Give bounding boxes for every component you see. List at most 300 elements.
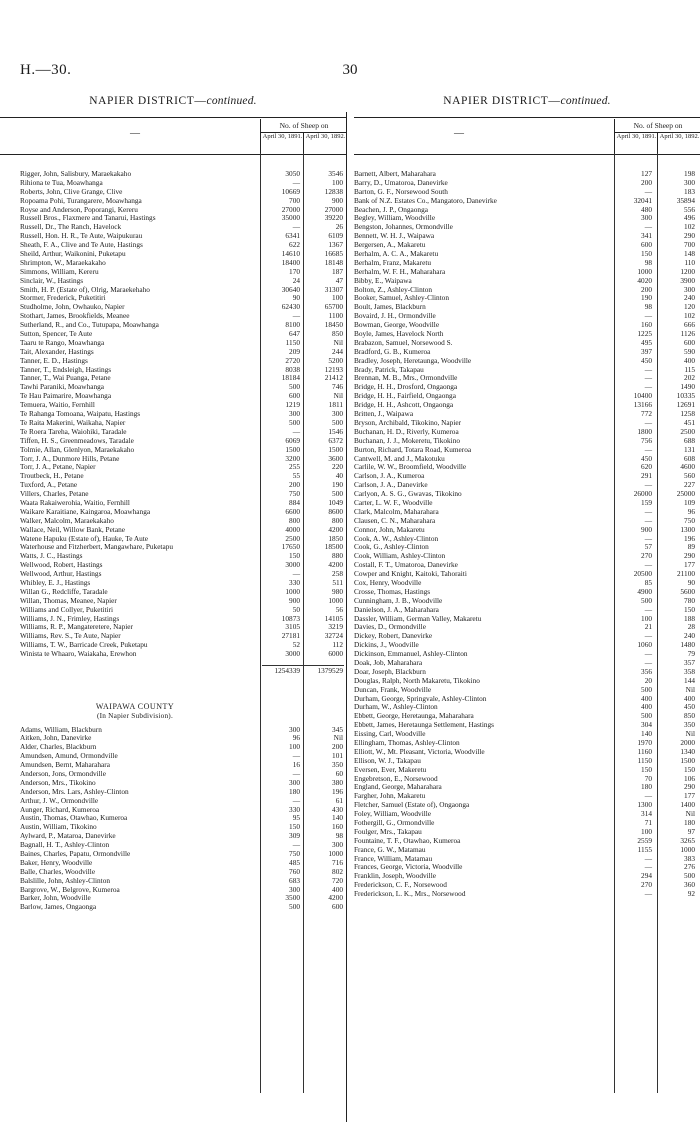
owner-name: Stothart, James, Brookfields, Meanee <box>20 312 130 321</box>
totals-row <box>20 667 346 676</box>
header-left: H.—30. <box>20 62 72 78</box>
sheep-1892: 115 <box>684 364 695 374</box>
owner-name: Bridge, H. H., Ashcott, Ongaonga <box>354 401 454 410</box>
sheep-1892: 4600 <box>680 462 695 472</box>
sheep-1892: 258 <box>332 569 343 579</box>
sheep-1892: 188 <box>684 613 695 623</box>
owner-name: Ellingham, Thomas, Ashley-Clinton <box>354 739 460 747</box>
sheep-1892: 183 <box>684 186 695 196</box>
sheep-1892: 716 <box>332 857 343 867</box>
sheep-1892: 1340 <box>680 746 695 756</box>
sheep-1892: 150 <box>684 604 695 614</box>
table-row <box>354 738 695 748</box>
owner-name: Stormer, Frederick, Puketitiri <box>20 294 106 303</box>
owner-name: Brady, Patrick, Takapau <box>354 365 424 374</box>
sheep-1891: 127 <box>641 169 652 178</box>
sheep-1891: 500 <box>289 382 300 392</box>
owner-name: Tait, Alexander, Hastings <box>20 347 94 356</box>
table-row <box>354 337 695 348</box>
sheep-1892: 16685 <box>324 249 343 259</box>
sheep-1891: — <box>644 889 652 899</box>
sheep-1892: 350 <box>684 720 695 730</box>
sheep-1891: — <box>644 186 652 196</box>
sheep-1892: 4200 <box>328 560 343 570</box>
table-row <box>354 471 695 481</box>
sheep-1892: 4200 <box>328 524 343 534</box>
sheep-1891: 760 <box>289 866 300 876</box>
sheep-1891: 3105 <box>285 622 300 632</box>
sheep-1891: 4900 <box>637 586 652 596</box>
owner-name: Bridge, H. H., Fairfield, Ongaonga <box>354 392 456 401</box>
sheep-1891: 750 <box>289 489 300 499</box>
sheep-1891: 32041 <box>633 195 652 205</box>
sheep-1892: 200 <box>332 742 343 752</box>
sheep-1891: 209 <box>289 346 300 356</box>
sheep-1892: 720 <box>332 875 343 885</box>
owner-name: Cook, G., Ashley-Clinton <box>354 543 429 552</box>
owner-name: Ebbett, George, Heretaunga, Maharahara <box>354 712 474 721</box>
table-row <box>354 177 695 188</box>
sheep-1892: 102 <box>684 311 695 321</box>
sheep-1891: 1160 <box>637 746 652 756</box>
table-row <box>354 675 695 686</box>
table-row <box>354 400 695 410</box>
table-row <box>354 773 695 784</box>
owner-name: Temuera, Waitio, Fernhill <box>20 401 95 410</box>
table-row <box>354 186 695 197</box>
owner-name: Tanner, T., Wai Puanga, Petane <box>20 374 111 383</box>
owner-name: Cunningham, J. B., Woodville <box>354 596 443 605</box>
owner-name: Watts, J. C., Hastings <box>20 552 83 561</box>
owner-name: Ellison, W. J., Takapau <box>354 756 421 765</box>
sheep-1891: 485 <box>289 857 300 867</box>
sheep-1892: Nil <box>333 337 343 347</box>
sheep-1892: 1049 <box>328 497 343 507</box>
owner-name: Willan G., Redcliffe, Taradale <box>20 587 108 596</box>
table-row <box>354 391 695 401</box>
sheep-1892: 1480 <box>680 640 695 650</box>
owner-name: Simmons, William, Kereru <box>20 267 99 276</box>
owner-name: Barton, G. F., Norsewood South <box>354 187 448 196</box>
owner-name: Bovaird, J. H., Ormondville <box>354 312 436 321</box>
sheep-1891: — <box>644 364 652 374</box>
sheep-1892: 6109 <box>328 231 343 241</box>
owner-name: Torr, J. A., Dunmore Hills, Petane <box>20 454 120 463</box>
left-totals <box>20 667 346 676</box>
sheep-1892: 500 <box>332 417 343 427</box>
owner-name: Tawhi Paraniki, Moawhanga <box>20 383 104 392</box>
sheep-1892: 500 <box>332 489 343 499</box>
owner-name: Amundsen, Bernt, Maharahara <box>20 761 110 770</box>
sheep-1892: 1000 <box>680 844 695 854</box>
sheep-1891: 1500 <box>285 444 300 454</box>
sheep-1892: 802 <box>332 866 343 876</box>
sheep-1892: 688 <box>684 435 695 445</box>
sheep-1891: 14610 <box>281 249 300 259</box>
sheep-1892: 100 <box>332 293 343 303</box>
sheep-1892: 92 <box>687 889 695 899</box>
owner-name: Sinclair, W., Hastings <box>20 276 84 285</box>
owner-name: Connor, John, Makaretu <box>354 525 425 534</box>
sheep-1892: 177 <box>684 791 695 801</box>
table-row <box>354 649 695 659</box>
sheep-1891: 1150 <box>637 755 652 765</box>
right-header-group: No. of Sheep on <box>614 119 700 133</box>
owner-name: Russell, Hon. H. R., Te Aute, Waipukurau <box>20 232 143 241</box>
sheep-1891: 27181 <box>281 631 300 641</box>
sheep-1892: 300 <box>684 284 695 294</box>
sheep-1891: 24 <box>292 275 300 285</box>
owner-name: Berhalm, A. C. A., Makaretu <box>354 250 439 259</box>
sheep-1891: 2720 <box>285 355 300 365</box>
sheep-1892: 98 <box>335 831 343 841</box>
owner-name: Tolmie, Allan, Glenlyon, Maraekakaho <box>20 445 135 454</box>
owner-name: Dassler, William, German Valley, Makaretu <box>354 614 482 623</box>
sheep-1892: 380 <box>332 777 343 787</box>
table-row <box>354 604 695 615</box>
sheep-1891: 1060 <box>637 640 652 650</box>
table-row <box>354 800 695 810</box>
sheep-1892: 1490 <box>680 382 695 392</box>
sheep-1891: — <box>644 533 652 543</box>
table-row <box>354 444 695 455</box>
owner-name: Torr, J. A., Petane, Napier <box>20 463 96 472</box>
sheep-1892: 190 <box>332 480 343 490</box>
sheep-1891: 4020 <box>637 275 652 285</box>
sheep-1892: 400 <box>684 355 695 365</box>
sheep-1892: 202 <box>684 373 695 383</box>
owner-name: Boyle, James, Havelock North <box>354 330 444 339</box>
owner-name: Cowper and Knight, Kaitoki, Tahoraiti <box>354 570 467 579</box>
sheep-1891: 600 <box>641 240 652 250</box>
sheep-1891: 2559 <box>637 835 652 845</box>
sheep-1891: 100 <box>289 742 300 752</box>
sheep-1891: — <box>644 373 652 383</box>
sheep-1892: 227 <box>684 480 695 490</box>
table-row <box>354 586 695 597</box>
sheep-1892: 980 <box>332 586 343 596</box>
sheep-1892: 1126 <box>680 329 695 339</box>
sheep-1892: 850 <box>332 329 343 339</box>
sheep-1892: 160 <box>332 822 343 832</box>
sheep-1892: 1258 <box>680 409 695 419</box>
table-row <box>354 640 695 650</box>
sheep-1891: 6600 <box>285 506 300 516</box>
sheep-1891: 55 <box>292 471 300 481</box>
owner-name: Dickey, Robert, Danevirke <box>354 632 433 641</box>
owner-name: Williams, J. N., Frimley, Hastings <box>20 614 120 623</box>
table-row <box>354 862 695 872</box>
table-row <box>354 853 695 864</box>
sheep-1891: 18400 <box>281 257 300 267</box>
sheep-1892: 12193 <box>324 364 343 374</box>
sheep-1891: 309 <box>289 831 300 841</box>
sheep-1892: 187 <box>332 266 343 276</box>
sheep-1891: 450 <box>641 453 652 463</box>
sheep-1892: 780 <box>684 595 695 605</box>
county-title: WAIPAWA COUNTY <box>95 701 175 711</box>
owner-name: Bengston, Johannes, Ormondville <box>354 223 453 232</box>
table-row <box>354 524 695 535</box>
owner-name: Russell Bros., Flaxmere and Tanarui, Hastings <box>20 214 156 223</box>
owner-name: Barnett, Albert, Maharahara <box>354 170 436 178</box>
table-row <box>354 489 695 499</box>
sheep-1892: 880 <box>332 551 343 561</box>
table-row <box>354 889 695 899</box>
owner-name: Te Rahanga Tomoana, Waipatu, Hastings <box>20 410 141 419</box>
sheep-1892: 345 <box>332 724 343 734</box>
sheep-1891: — <box>292 751 300 761</box>
sheep-1892: 800 <box>332 515 343 525</box>
owner-name: Williams, R. P., Mangateretere, Napier <box>20 623 133 632</box>
sheep-1892: 112 <box>332 640 343 650</box>
sheep-1892: 5200 <box>328 355 343 365</box>
sheep-1891: 3000 <box>285 560 300 570</box>
sheep-1891: 26000 <box>633 489 652 499</box>
left-column-header <box>0 117 346 155</box>
owner-name: Crosse, Thomas, Hastings <box>354 587 431 596</box>
sheep-1891: — <box>292 768 300 778</box>
sheep-1891: 150 <box>289 551 300 561</box>
left-header-year2: April 30, 1892. <box>303 132 347 154</box>
table-row <box>354 222 695 232</box>
sheep-1892: 244 <box>332 346 343 356</box>
left-rows-2 <box>20 726 346 913</box>
sheep-1892: 6000 <box>328 649 343 659</box>
sheep-1891: 96 <box>292 733 300 743</box>
table-row <box>20 903 346 912</box>
sheep-1892: 1367 <box>328 240 343 250</box>
sheep-1892: 2000 <box>680 738 695 747</box>
sheep-1892: 1500 <box>328 444 343 454</box>
owner-name: Anderson, Mrs. Lars, Ashley-Clinton <box>20 787 129 796</box>
sheep-1892: 196 <box>332 786 343 796</box>
sheep-1892: 40 <box>335 471 343 481</box>
sheep-1891: 200 <box>289 480 300 490</box>
owner-name: Bowman, George, Woodville <box>354 321 440 330</box>
owner-name: Beachen, J. P., Ongaonga <box>354 205 428 214</box>
owner-name: Berhalm, W. F. H., Maharahara <box>354 267 446 276</box>
owner-name: Bradley, Joseph, Heretaunga, Woodville <box>354 356 472 365</box>
table-row <box>354 844 695 855</box>
sheep-1892: 196 <box>684 533 695 543</box>
column-divider <box>346 112 347 1122</box>
sheep-1891: 400 <box>641 702 652 712</box>
sheep-1892: 600 <box>332 902 343 912</box>
table-row <box>354 169 695 179</box>
table-row <box>354 204 695 215</box>
sheep-1891: 3200 <box>285 453 300 463</box>
sheep-1891: 300 <box>289 777 300 787</box>
sheep-1892: 1000 <box>328 595 343 605</box>
owner-name: Baines, Charles, Papatu, Ormondville <box>20 849 131 858</box>
sheep-1891: — <box>644 791 652 801</box>
sheep-1891: 6341 <box>285 231 300 241</box>
sheep-1892: 79 <box>687 649 695 659</box>
owner-name: Carter, L. W. F., Woodville <box>354 498 433 507</box>
sheep-1892: 89 <box>687 542 695 552</box>
table-row <box>354 462 695 472</box>
owner-name: France, William, Matamau <box>354 854 433 863</box>
sheep-1891: 500 <box>289 417 300 427</box>
table-row <box>354 720 695 730</box>
owner-name: Carlson, J. A., Kumeroa <box>354 472 425 481</box>
sheep-1892: 290 <box>684 782 695 792</box>
owner-name: Ropoama Pohi, Turangarere, Moawhanga <box>20 196 142 205</box>
sheep-1891: 772 <box>641 409 652 419</box>
table-row <box>354 480 695 490</box>
owner-name: Carlson, J. A., Danevirke <box>354 481 428 490</box>
sheep-1892: 300 <box>332 840 343 850</box>
sheep-1892: 1400 <box>680 800 695 810</box>
sheep-1891: 57 <box>644 542 652 552</box>
sheep-1892: 357 <box>684 657 695 667</box>
sheep-1891: 647 <box>289 329 300 339</box>
table-row <box>354 755 695 766</box>
owner-name: Sutton, Spencer, Te Aute <box>20 330 93 339</box>
table-row <box>354 746 695 757</box>
right-section-title: NAPIER DISTRICT—continued. <box>443 95 611 107</box>
sheep-1891: 356 <box>641 666 652 676</box>
sheep-1892: 3265 <box>680 835 695 845</box>
owner-name: Anderson, Mrs., Tikokino <box>20 778 96 787</box>
owner-name: Barker, John, Woodville <box>20 894 91 903</box>
owner-name: Alder, Charles, Blackburn <box>20 743 97 752</box>
sheep-1892: 290 <box>684 231 695 241</box>
sheep-1892: 240 <box>684 293 695 303</box>
owner-name: Rigger, John, Salisbury, Maraekakaho <box>20 170 132 178</box>
owner-name: Begley, William, Woodville <box>354 214 436 223</box>
table-row <box>354 284 695 295</box>
sheep-1891: — <box>644 560 652 570</box>
owner-name: Franklin, Joseph, Woodville <box>354 872 436 881</box>
owner-name: Villers, Charles, Petane <box>20 490 89 499</box>
owner-name: Eissing, Carl, Woodville <box>354 730 426 739</box>
owner-name: Berhalm, Franz, Makaretu <box>354 258 431 267</box>
owner-name: Balslille, John, Ashley-Clinton <box>20 876 110 885</box>
owner-name: Foulger, Mrs., Takapau <box>354 827 422 836</box>
sheep-1891: — <box>644 649 652 659</box>
sheep-1891: 150 <box>641 249 652 259</box>
table-row <box>354 257 695 268</box>
sheep-1892: 102 <box>684 222 695 232</box>
sheep-1891: 70 <box>644 773 652 783</box>
sheep-1891: 20500 <box>633 569 652 579</box>
table-row <box>354 293 695 303</box>
sheep-1892: 358 <box>684 666 695 676</box>
sheep-1891: 3000 <box>285 649 300 659</box>
owner-name: Frederickson, L. K., Mrs., Norsewood <box>354 890 466 899</box>
sheep-1891: 8100 <box>285 320 300 330</box>
owner-name: Frances, George, Victoria, Woodville <box>354 863 463 872</box>
sheep-1892: 109 <box>684 497 695 507</box>
table-row <box>354 311 695 321</box>
owner-name: Waikare Karaitiane, Kaingaroa, Moawhanga <box>20 507 151 516</box>
sheep-1891: 18184 <box>281 373 300 383</box>
sheep-1891: 683 <box>289 875 300 885</box>
sheep-1891: 500 <box>641 684 652 694</box>
table-row <box>354 275 695 286</box>
table-row <box>354 213 695 223</box>
sheep-1891: 71 <box>644 818 652 828</box>
sheep-1892: 1500 <box>680 755 695 765</box>
sheep-1892: 14105 <box>324 613 343 623</box>
sheep-1892: 300 <box>332 409 343 419</box>
sheep-1892: 90 <box>687 577 695 587</box>
owner-name: Te Hau Paimarire, Moawhanga <box>20 392 112 401</box>
owner-name: Tanner, T., Endsleigh, Hastings <box>20 365 112 374</box>
owner-name: Durham, George, Springvale, Ashley-Clinton <box>354 694 487 703</box>
county-subtitle: (In Napier Subdivision). <box>97 710 173 720</box>
table-row <box>354 409 695 419</box>
sheep-1892: 1811 <box>328 400 343 410</box>
sheep-1892: 4200 <box>328 893 343 903</box>
owner-name: Balle, Charles, Woodville <box>20 867 96 876</box>
sheep-1892: 451 <box>684 417 695 427</box>
table-row <box>354 195 695 206</box>
left-rows <box>20 170 346 659</box>
sheep-1892: 1000 <box>328 848 343 858</box>
owner-name: Adams, William, Blackburn <box>20 725 102 734</box>
sheep-1891: — <box>292 840 300 850</box>
sheep-1892: 400 <box>332 884 343 894</box>
sheep-1891: 495 <box>641 337 652 347</box>
sheep-1891: 140 <box>641 729 652 739</box>
sheep-1892: 25000 <box>676 489 695 499</box>
page-number: 30 <box>342 62 358 78</box>
table-row <box>354 542 695 552</box>
sheep-1891: 10669 <box>281 186 300 196</box>
sheep-1891: 1300 <box>637 800 652 810</box>
sheep-1892: 608 <box>684 453 695 463</box>
sheep-1891: 95 <box>292 813 300 823</box>
owner-name: Aunger, Richard, Kumeroa <box>20 805 100 814</box>
sheep-1892: Nil <box>685 809 695 819</box>
sheep-1892: 240 <box>684 631 695 641</box>
table-row <box>354 684 695 695</box>
table-row <box>354 711 695 721</box>
owner-name: Walker, Malcolm, Maraekakaho <box>20 516 114 525</box>
table-row <box>354 240 695 250</box>
table-row <box>354 826 695 837</box>
owner-name: Wellwood, Arthur, Hastings <box>20 570 102 579</box>
sheep-1891: 90 <box>292 293 300 303</box>
table-row <box>354 871 695 881</box>
owner-name: Austin, Thomas, Otawhao, Kumeroa <box>20 814 128 823</box>
sheep-1891: 1225 <box>637 329 652 339</box>
sheep-1892: 3546 <box>328 169 343 178</box>
sheep-1891: 200 <box>641 284 652 294</box>
sheep-1892: 27000 <box>324 204 343 214</box>
sheep-1892: 32724 <box>324 631 343 641</box>
sheep-1891: 180 <box>641 782 652 792</box>
table-row <box>354 809 695 819</box>
owner-name: Bergersen, A., Makaretu <box>354 241 426 250</box>
sheep-1892: 900 <box>332 195 343 205</box>
sheep-1892: 12838 <box>324 186 343 196</box>
owner-name: Davies, D., Ormondville <box>354 623 426 632</box>
sheep-1892: 746 <box>332 382 343 392</box>
sheep-1891: 21 <box>644 622 652 632</box>
owner-name: Duncan, Frank, Woodville <box>354 685 432 694</box>
owner-name: Royse and Anderson, Poporangi, Kereru <box>20 205 138 214</box>
owner-name: Cook, A. W., Ashley-Clinton <box>354 534 439 543</box>
sheep-1891: — <box>644 853 652 863</box>
table-row <box>354 329 695 339</box>
sheep-1891: 294 <box>641 871 652 881</box>
sheep-1891: 397 <box>641 346 652 356</box>
sheep-1892: 700 <box>684 240 695 250</box>
